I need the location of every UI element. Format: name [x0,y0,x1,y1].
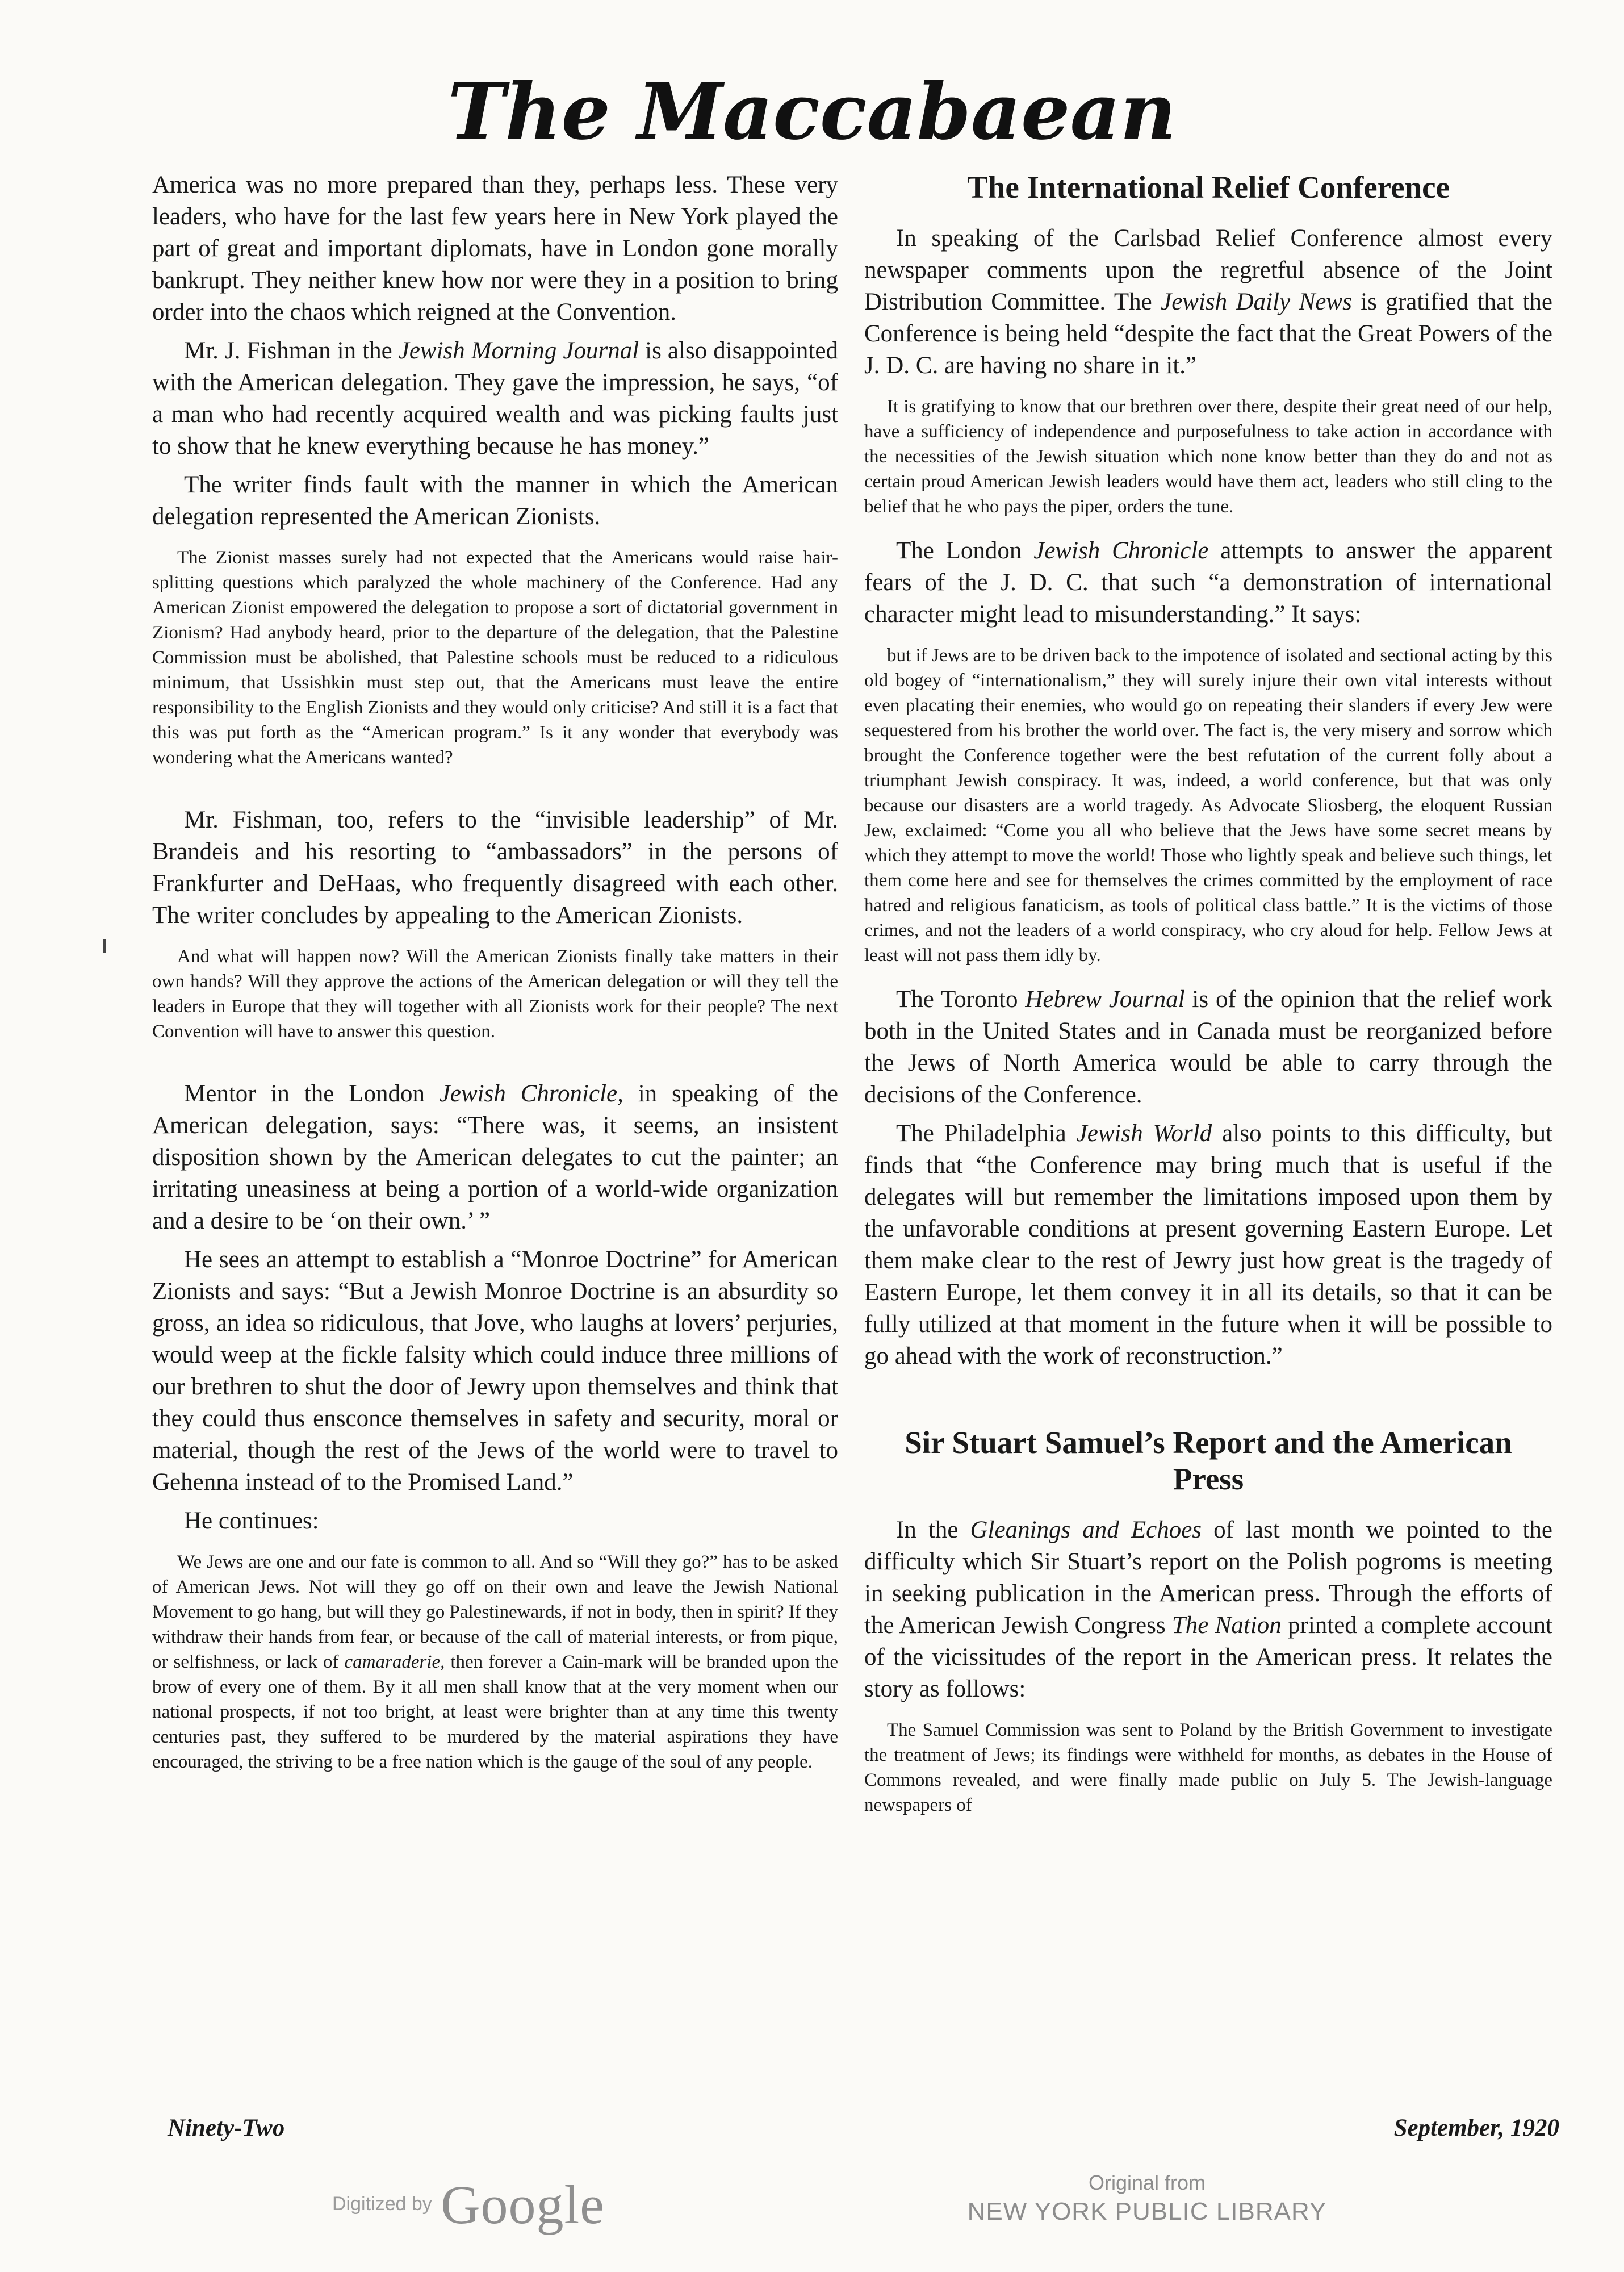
page-number: Ninety-Two [168,2115,285,2141]
block-quote: The Zionist masses surely had not expected that the Americans would raise hair-splitting questions which paralyzed the whole machinery of the Conference. Had any American Zionist empowered the delegation to propose a sort of dictatorial government in Zionism? Had anybody heard, prior to the departure of the delegation, that the Palestine Commission must be abolished, that Palestine schools must be reduced to a ridiculous minimum, that Ussishkin must step out, that the Americans must leave the entire responsibility to the English Zionists and they would only criticise? And still it is a fact that this was put forth as the “American program.” Is it any wonder that everybody was wondering what the Americans wanted? [152,548,838,768]
issue-date: September, 1920 [1393,2115,1559,2141]
paragraph: The Toronto Hebrew Journal is of the opinion that the relief work both in the United States and in Canada must be reorganized before the Jews of North America would be able to carry through the decisions of the Conference. [864,986,1552,1108]
left-column [152,169,838,2092]
paragraph: Mr. Fishman, too, refers to the “invisible leadership” of Mr. Brandeis and his resorting to “ambassadors” in the persons of Frankfurter and DeHaas, who frequently disagreed with each other. The writer concludes by appealing to the American Zionists. [152,807,838,929]
section-heading: Sir Stuart Samuel’s Report and the American Press [905,1425,1512,1496]
paragraph: In speaking of the Carlsbad Relief Conference almost every newspaper comments upon the regretful absence of the Joint Distribution Committee. The Jewish Daily News is gratified that the Conference is being held “despite the fact that the Great Powers of the J. D. C. are having no share in it.” [864,225,1552,379]
paragraph: America was no more prepared than they, perhaps less. These very leaders, who have for the last few years here in New York played the part of great and important diplomats, have in London gone morally bankrupt. They neither knew how nor were they in a position to bring order into the chaos which reigned at the Convention. [152,172,838,325]
block-quote: And what will happen now? Will the American Zionists finally take matters in their own hands? Will they approve the actions of the American delegation or will they tell the leaders in Europe that they will together with all Zionists work for their people? The next Convention will have to answer this question. [152,946,838,1042]
block-quote: but if Jews are to be driven back to the impotence of isolated and sectional acting by this old bogey of “internationalism,” they will surely injure their own vital interests without even placating their enemies, who would go on repeating their slanders if every Jew were sequestered from his brother the world over. The fact is, the very misery and sorrow which brought the Conference together were the best refutation of the current folly about a triumphant Jewish conspiracy. It was, indeed, a world conference, but that was only because our disasters are a world tragedy. As Advocate Sliosberg, the eloquent Russian Jew, exclaimed: “Come you all who believe that the Jews have some secret means by which they attempt to move the world! Those who lightly speak and believe such things, let them come here and see for themselves the crimes committed by the employment of race hatred and religious fanaticism, as tools of political class battle.” It is the victims of those crimes, and not the leaders of a world conspiracy, who cry aloud for help. Fellow Jews at least will not pass them idly by. [864,645,1552,966]
publication-title: Jewish Morning Journal [398,337,639,364]
digitized-by-label: Digitized by [332,2193,432,2215]
paragraph: The writer finds fault with the manner in which the American delegation represented the American Zionists. [152,471,838,530]
library-name: NEW YORK PUBLIC LIBRARY [967,2198,1327,2225]
paragraph: The Philadelphia Jewish World also points to this difficulty, but finds that “the Conference may bring much that is useful if the delegates will but remember the limitations imposed upon them by the unfavorable conditions at present governing Eastern Europe. Let them make clear to the rest of Jewry just how great is the tragedy of Eastern Europe, let them convey it in all its details, so that it can be fully utilized at that moment in the future when it will be possible to go ahead with the work of reconstruction.” [864,1120,1552,1369]
publication-title: Jewish Chronicle [1033,537,1209,564]
paragraph: The London Jewish Chronicle attempts to answer the apparent fears of the J. D. C. that such “a demonstration of international character might lead to misunderstanding.” It says: [864,537,1552,628]
masthead-title: The Maccabaean [447,66,1177,157]
google-logo: Google [441,2174,605,2236]
block-quote: It is gratifying to know that our brethren over there, despite their great need of our help, have a sufficiency of independence and purposefulness to take action in accordance with the necessities of the Jewish situation which none know better than they do and not as certain proud American Jewish leaders would have them act, leaders who still cling to the belief that he who pays the piper, orders the tune. [864,396,1552,517]
publication-title: Gleanings and Echoes [970,1517,1202,1543]
publication-title: Jewish Chronicle, [439,1080,623,1107]
block-quote: We Jews are one and our fate is common to all. And so “Will they go?” has to be asked of American Jews. Not will they go off on their own and leave the Jewish National Movement to go hang, but will they go Palestinewards, if not in body, then in spirit? If they withdraw their hands from fear, or because of the call of material interests, or from pique, or selfishness, or lack of camaraderie, then forever a Cain-mark will be branded upon the brow of every one of them. By it all men shall know that at the very moment when our national prospects, if not too bright, at least were brighter than at any time this twenty centuries past, they suffered to be murdered by the material aspirations they have encouraged, the striving to be a free nation which is the gauge of the soul of any people. [152,1552,838,1772]
publication-title: Hebrew Journal [1025,986,1185,1013]
paragraph: He continues: [184,1507,319,1534]
digitized-by-watermark [332,2174,605,2236]
original-from-label: Original from [1088,2171,1206,2194]
paragraph: Mr. J. Fishman in the Jewish Morning Journal is also disappointed with the American delegation. They gave the impression, he says, “of a man who had recently acquired wealth and was picking faults just to show that he knew everything because he has money.” [152,337,838,460]
paragraph: Mentor in the London Jewish Chronicle, in speaking of the American delegation, says: “There was, it seems, an insistent disposition shown by the American delegates to cut the painter; an irritating uneasiness at being a portion of a world-wide organization and a desire to be ‘on their own.’ ” [152,1080,838,1234]
library-watermark [954,2170,1340,2228]
publication-title: Jewish Daily News [1161,289,1352,315]
publication-title: Jewish World [1076,1120,1212,1147]
section-heading: The International Relief Conference [967,170,1450,204]
paragraph: He sees an attempt to establish a “Monroe Doctrine” for American Zionists and says: “But a Jewish Monroe Doctrine is an absurdity so gross, an idea so ridiculous, that Jove, who laughs at lovers’ perjuries, would weep at the fickle falsity which could induce three millions of our brethren to shut the door of Jewry upon themselves and think that they could thus ensconce themselves in safety and security, moral or material, though the rest of the Jews of the world were to travel to Gehenna instead of to the Promised Land.” [152,1246,838,1496]
publication-title: The Nation [1171,1612,1282,1639]
block-quote: The Samuel Commission was sent to Poland by the British Government to investigate the treatment of Jews; its findings were withheld for months, as debates in the House of Commons revealed, and were finally made public on July 5. The Jewish-language newspapers of [864,1720,1552,1815]
scan-artifact [103,939,106,953]
right-column [864,169,1552,2092]
paragraph: In the Gleanings and Echoes of last month we pointed to the difficulty which Sir Stuart’s report on the Polish pogroms is meeting in seeking publication in the American press. Through the efforts of the American Jewish Congress The Nation printed a complete account of the vicissitudes of the report in the American press. It relates the story as follows: [864,1517,1552,1702]
